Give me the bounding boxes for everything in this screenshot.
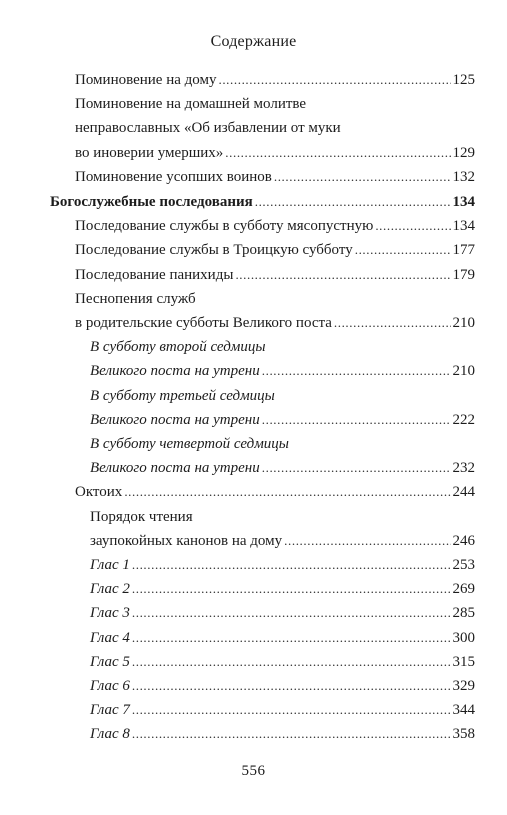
toc-entry	[90, 698, 475, 722]
toc-entry-title-line: Поминовение на домашней молитве	[75, 96, 307, 113]
toc-entry	[75, 214, 475, 238]
toc-entry-title-line: неправославных «Об избавлении от муки	[75, 120, 341, 137]
dot-leader	[255, 190, 451, 214]
toc-entry-row	[90, 698, 475, 722]
dot-leader	[132, 626, 451, 650]
dot-leader	[124, 480, 450, 504]
toc-entry-row	[75, 68, 475, 92]
toc-entry-page: 210	[452, 363, 475, 380]
toc-entry-title: Богослужебные последования	[50, 194, 253, 211]
toc-entry	[90, 432, 475, 480]
toc-entry-row	[75, 214, 475, 238]
dot-leader	[284, 529, 450, 553]
toc-entry	[90, 722, 475, 746]
dot-leader	[225, 141, 450, 165]
toc-entry-page: 179	[452, 266, 475, 283]
toc-entry-page: 134	[452, 194, 475, 211]
toc-entry-row	[75, 480, 475, 504]
toc-entry-row	[75, 311, 475, 335]
toc-entry-row	[75, 238, 475, 262]
toc-entry-row	[75, 165, 475, 189]
toc-entry-page: 253	[452, 557, 475, 574]
toc-entry-row	[90, 408, 475, 432]
toc-entry-page: 244	[452, 484, 475, 501]
toc-entry-title-line: Песнопения служб	[75, 290, 196, 307]
toc-entry-page: 315	[452, 653, 475, 670]
dot-leader	[132, 722, 451, 746]
toc-entry-page: 269	[452, 581, 475, 598]
toc-entry	[90, 674, 475, 698]
toc-entry-page: 125	[452, 72, 475, 88]
toc-entry-row	[90, 359, 475, 383]
toc-entry-page: 177	[452, 242, 475, 259]
dot-leader	[235, 263, 450, 287]
toc-entry-page: 344	[452, 702, 475, 719]
toc-entry-row	[90, 553, 475, 577]
toc-entry	[90, 626, 475, 650]
toc-entry-title: Глас 2	[90, 581, 130, 598]
toc-entry	[90, 601, 475, 625]
toc-entry	[75, 263, 475, 287]
toc-entry-row	[90, 456, 475, 480]
dot-leader	[274, 165, 451, 189]
toc-entry	[90, 577, 475, 601]
toc-entry-title: Октоих	[75, 484, 123, 501]
toc-entry-row	[90, 577, 475, 601]
toc-entry-title-line: В субботу четвертой седмицы	[90, 436, 289, 453]
toc-entry-page: 329	[452, 678, 475, 695]
dot-leader	[334, 311, 451, 335]
toc-entry-page: 210	[452, 315, 475, 332]
toc-entry-title: Глас 1	[90, 557, 130, 574]
dot-leader	[218, 68, 450, 92]
toc-entry	[50, 190, 475, 214]
toc-entry-title: заупокойных канонов на дому	[90, 532, 283, 549]
toc-entry-row	[90, 601, 475, 625]
toc-entry-title: Последование службы в Троицкую субботу	[75, 242, 353, 259]
toc-entry-row	[75, 263, 475, 287]
page-number: 556	[241, 763, 266, 779]
dot-leader	[132, 553, 451, 577]
dot-leader	[355, 238, 451, 262]
toc-entry-title: Глас 3	[90, 605, 130, 622]
toc-entry	[90, 335, 475, 383]
toc-entry	[90, 650, 475, 674]
toc-entry-page: 222	[452, 411, 475, 428]
toc-entry-page: 300	[452, 629, 475, 646]
toc-entry	[75, 287, 475, 335]
toc-entry	[75, 92, 475, 165]
toc-entry-title: Поминовение на дому	[75, 72, 217, 88]
toc-entry	[75, 165, 475, 189]
toc-entry-title: Глас 8	[90, 726, 130, 743]
toc-entry-row	[90, 650, 475, 674]
toc-entry-row	[75, 141, 475, 165]
dot-leader	[375, 214, 450, 238]
toc-entry-title-line: Порядок чтения	[90, 508, 193, 525]
toc-entry-title-line: В субботу третьей седмицы	[90, 387, 275, 404]
toc-entry-title-line: В субботу второй седмицы	[90, 339, 266, 356]
toc-entry-page: 132	[452, 168, 475, 185]
toc-entry	[75, 68, 475, 92]
dot-leader	[132, 674, 451, 698]
toc-entry-title: во иноверии умерших»	[75, 144, 224, 161]
dot-leader	[132, 650, 451, 674]
dot-leader	[262, 456, 451, 480]
toc-entry	[90, 553, 475, 577]
dot-leader	[262, 408, 451, 432]
table-of-contents	[0, 68, 507, 747]
toc-entry	[75, 238, 475, 262]
toc-entry	[90, 505, 475, 553]
toc-entry-row	[50, 190, 475, 214]
toc-entry	[75, 480, 475, 504]
toc-entry-title: Глас 7	[90, 702, 130, 719]
toc-entry-row	[90, 722, 475, 746]
toc-entry-title: в родительские субботы Великого поста	[75, 315, 332, 332]
toc-entry-title: Последование панихиды	[75, 266, 234, 283]
toc-entry-title: Поминовение усопших воинов	[75, 168, 272, 185]
dot-leader	[132, 577, 451, 601]
toc-entry-row	[90, 674, 475, 698]
dot-leader	[132, 601, 451, 625]
toc-entry-page: 232	[452, 460, 475, 477]
toc-entry-title: Великого поста на утрени	[90, 460, 260, 477]
dot-leader	[132, 698, 451, 722]
toc-entry-page: 134	[452, 218, 475, 235]
toc-entry-page: 129	[452, 144, 475, 161]
toc-entry-title: Последование службы в субботу мясопустную	[75, 218, 374, 235]
toc-entry-title: Великого поста на утрени	[90, 411, 260, 428]
toc-entry-row	[90, 626, 475, 650]
toc-entry-page: 285	[452, 605, 475, 622]
toc-entry-title: Глас 5	[90, 653, 130, 670]
page-title: Содержание	[210, 33, 297, 50]
toc-entry-row	[90, 529, 475, 553]
toc-entry-page: 358	[452, 726, 475, 743]
toc-entry	[90, 384, 475, 432]
dot-leader	[262, 359, 451, 383]
toc-entry-title: Глас 4	[90, 629, 130, 646]
toc-entry-title: Глас 6	[90, 678, 130, 695]
toc-entry-page: 246	[452, 532, 475, 549]
toc-entry-title: Великого поста на утрени	[90, 363, 260, 380]
